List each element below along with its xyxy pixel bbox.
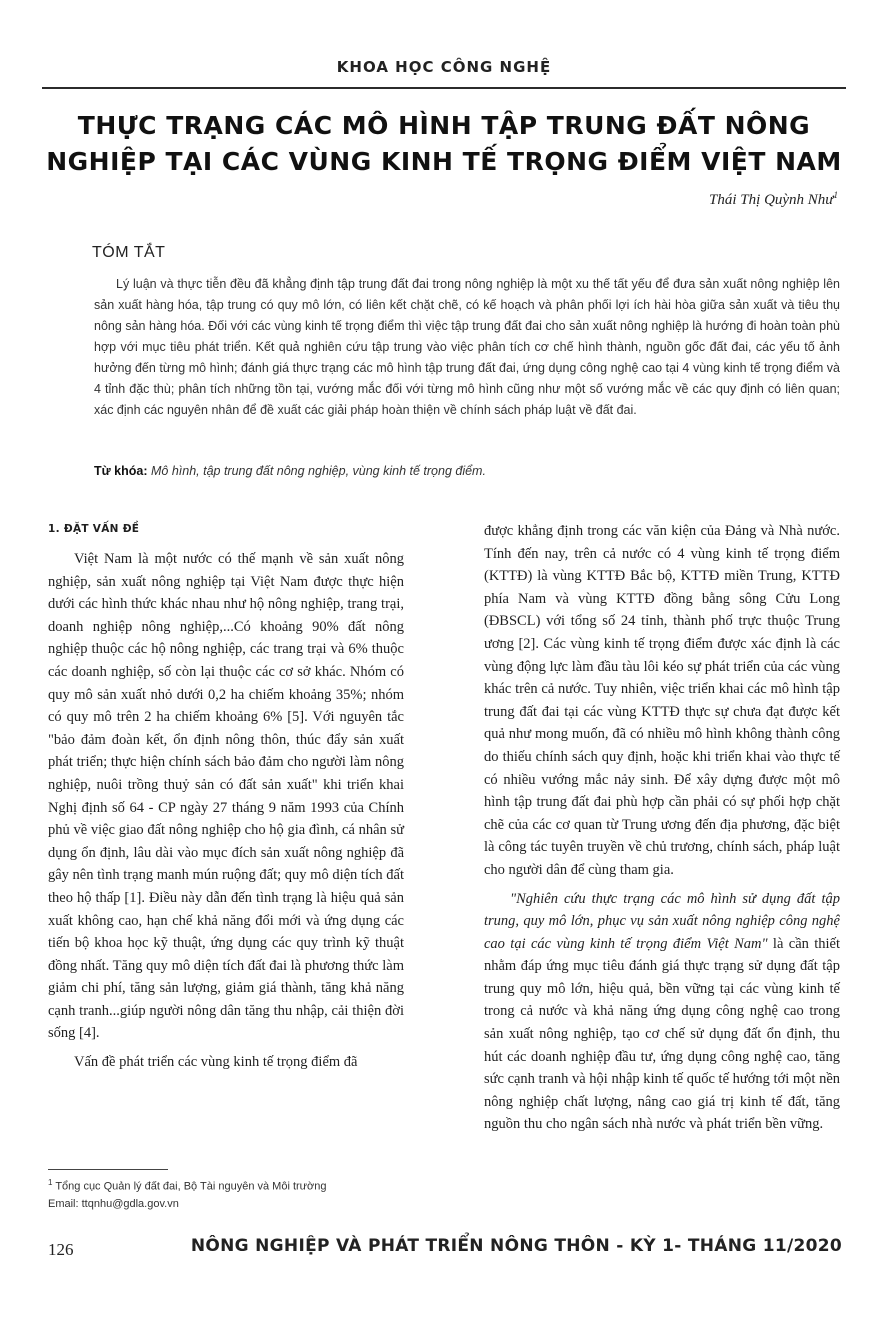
page-number: 126 [48, 1240, 74, 1259]
section-heading: 1. ĐẶT VẤN ĐỀ [48, 523, 140, 535]
author-footnote-mark: 1 [833, 190, 838, 200]
keywords-label: Từ khóa: [94, 464, 148, 478]
paragraph [484, 888, 840, 1137]
footnote-divider [48, 1169, 168, 1170]
section-tag: KHOA HỌC CÔNG NGHỆ [336, 58, 552, 76]
abstract-heading: TÓM TẮT [92, 244, 166, 261]
paragraph: Vấn đề phát triển các vùng kinh tế trọng điểm đã [74, 1054, 358, 1071]
footnote-mark: 1 [48, 1178, 53, 1187]
title-line-1: THỰC TRẠNG CÁC MÔ HÌNH TẬP TRUNG ĐẤT NÔNG [77, 111, 811, 140]
paragraph-text: là cần thiết nhằm đáp ứng mục tiêu đánh giá thực trạng sử dụng đất tập trung quy mô lớn, hiệu quả, bền vững tại các vùng kinh tế trong cả nước và khả năng ứng dụng công nghệ cao trong sản xuất nông nghiệp, tạo cơ chế sử dụng đất ổn định, thu hút các doanh nghiệp đầu tư, ứng dụng công nghệ cao, tăng sức cạnh tranh và hội nhập kinh tế quốc tế hướng tới một nền nông nghiệp chất lượng, nâng cao giá trị kinh tế đất, tăng nguồn thu cho ngân sách nhà nước và phát triển bền vững. [484, 935, 841, 1133]
author-name: Thái Thị Quỳnh Như [709, 192, 834, 208]
footnote [48, 1174, 428, 1213]
footnote-email: Email: ttqnhu@gdla.gov.vn [48, 1197, 179, 1210]
article-title [30, 108, 858, 180]
study-title-italic: "Nghiên cứu thực trạng các mô hình sử dụng đất tập trung, quy mô lớn, phục vụ sản xuất nông nghiệp công nghệ cao tại các vùng kinh tế trọng điểm Việt Nam" [484, 890, 840, 952]
keywords [94, 464, 840, 478]
journal-name: NÔNG NGHIỆP VÀ PHÁT TRIỂN NÔNG THÔN - KỲ 1- THÁNG 11/2020 [190, 1236, 842, 1256]
abstract-text: Lý luận và thực tiễn đều đã khẳng định tập trung đất đai trong nông nghiệp là một xu thế tất yếu để đưa sản xuất nông nghiệp lên sản xuất hàng hóa, tập trung có quy mô lớn, có liên kết chặt chẽ, có kế hoạch và phân phối lợi ích hài hòa giữa sản xuất và tiêu thụ nông sản hàng hóa. Đối với các vùng kinh tế trọng điểm thì việc tập trung đất đai cho sản xuất nông nghiệp là hướng đi hoàn toàn phù hợp với mục tiêu phát triển. Kết quả nghiên cứu tập trung vào việc phân tích cơ chế hình thành, nguồn gốc đất đai, các yếu tố ảnh hưởng đến từng mô hình; đánh giá thực trạng các mô hình tập trung đất đai, ứng dụng công nghệ cao tại 4 vùng kinh tế trọng điểm và 4 tỉnh đặc thù; phân tích những tồn tại, vướng mắc đối với từng mô hình cũng như một số vướng mắc về các quy định có liên quan; xác định các nguyên nhân để đề xuất các giải pháp hoàn thiện về chính sách pháp luật về đất đai. [94, 277, 840, 417]
left-column [48, 520, 404, 1080]
footnote-affiliation: Tổng cục Quản lý đất đai, Bộ Tài nguyên và Môi trường [55, 1180, 327, 1193]
header-divider [42, 87, 846, 89]
right-column [484, 520, 840, 1142]
title-line-2: NGHIỆP TẠI CÁC VÙNG KINH TẾ TRỌNG ĐIỂM VIỆT NAM [46, 147, 842, 176]
paragraph: Việt Nam là một nước có thế mạnh về sản xuất nông nghiệp, sản xuất nông nghiệp tại Việt Nam được thực hiện dưới các hình thức khác nhau như hộ nông nghiệp, trang trại, doanh nghiệp nông nghiệp,...Có khoảng 90% đất nông nghiệp thuộc các hộ nông nghiệp, các trang trại và 6% thuộc các doanh nghiệp, số còn lại thuộc các cơ sở khác. Nhóm có quy mô sản xuất nhỏ dưới 0,2 ha chiếm khoảng 35%; nhóm có quy mô trên 2 ha chiếm khoảng 6% [5]. Với nguyên tắc "bảo đảm đoàn kết, ổn định nông thôn, thúc đẩy sản xuất phát triển; thực hiện chính sách bảo đảm cho người làm nông nghiệp, nuôi trồng thuỷ sản có đất sản xuất" khi triển khai Nghị định số 64 - CP ngày 27 tháng 9 năm 1993 của Chính phủ về việc giao đất nông nghiệp cho hộ gia đình, cá nhân sử dụng ổn định, lâu dài vào mục đích sản xuất nông nghiệp đã gây nên tình trạng manh mún ruộng đất; quy mô diện tích đất theo hộ thấp [1]. Điều này dẫn đến tình trạng là hiệu quả sản xuất không cao, hạn chế khả năng đổi mới và ứng dụng các tiến bộ khoa học kỹ thuật, ứng dụng các quy trình kỹ thuật đồng nhất. Tăng quy mô diện tích đất đai là phương thức làm giảm chi phí, tăng sản lượng, giảm giá thành, tăng khả năng cạnh tranh...giúp người nông dân tăng thu nhập, cải thiện đời sống [4]. [48, 551, 404, 1042]
paragraph: được khẳng định trong các văn kiện của Đảng và Nhà nước. Tính đến nay, trên cả nước có 4 vùng kinh tế trọng điểm (KTTĐ) là vùng KTTĐ Bắc bộ, KTTĐ miền Trung, KTTĐ phía Nam và vùng KTTĐ đồng bằng sông Cửu Long (ĐBSCL) với tổng số 24 tỉnh, thành phố trực thuộc Trung ương [2]. Các vùng kinh tế trọng điểm được xác định là các vùng động lực làm đầu tàu lôi kéo sự phát triển của các vùng khác trên cả nước. Tuy nhiên, việc triển khai các mô hình tập trung đất đai tại các vùng KTTĐ thực sự chưa đạt được kết quả như mong muốn, đã có nhiều mô hình không thành công do thiếu chính sách quy định, hoặc khi triển khai vào thực tế có nhiều vướng mắc nảy sinh. Để xây dựng được một mô hình tập trung đất đai phù hợp cần phải có sự phối hợp chặt chẽ của các cơ quan từ Trung ương đến địa phương, đặc biệt là công tác tuyên truyền về chủ trương, chính sách, pháp luật cho người dân để cùng tham gia. [484, 523, 840, 878]
author [709, 190, 838, 209]
keywords-value: Mô hình, tập trung đất nông nghiệp, vùng kinh tế trọng điểm. [150, 464, 486, 478]
